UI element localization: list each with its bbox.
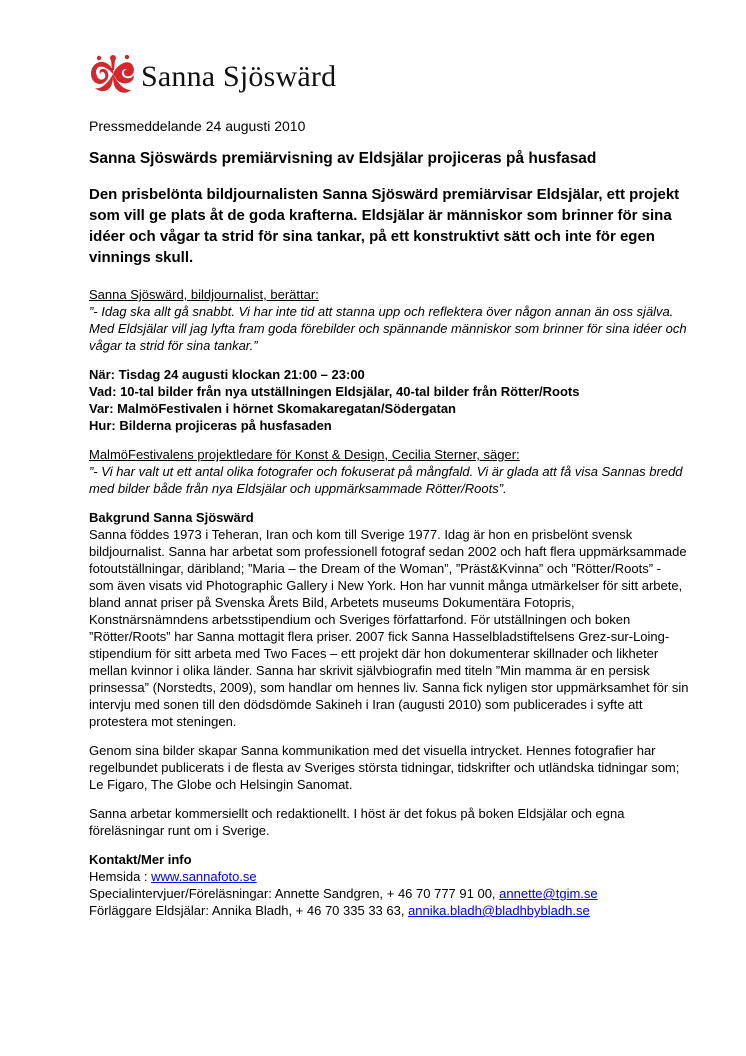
event-when: När: Tisdag 24 augusti klockan 21:00 – 23:00 [89, 367, 365, 382]
quote-block-1 [89, 286, 689, 354]
website-link[interactable]: www.sannafoto.se [151, 869, 257, 884]
event-where: Var: MalmöFestivalen i hörnet Skomakaregatan/Södergatan [89, 401, 457, 416]
press-release-page [89, 44, 689, 919]
quote-block-2 [89, 446, 689, 497]
event-how: Hur: Bilderna projiceras på husfasaden [89, 418, 332, 433]
flourish-logo-icon [89, 52, 137, 96]
event-what: Vad: 10-tal bilder från nya utställningen Eldsjälar, 40-tal bilder från Rötter/Roots [89, 384, 580, 399]
quote-1-text: ”- Idag ska allt gå snabbt. Vi har inte tid att stanna upp och reflektera över någon annan än oss själva. Med Eldsjälar vill jag lyfta fram goda förebilder och spännande människor som brinner för sina idéer och vågar ta strid för sina tankar.” [89, 304, 687, 353]
contact-section [89, 851, 689, 919]
contact-website-line [89, 868, 689, 885]
lead-paragraph: Den prisbelönta bildjournalisten Sanna Sjöswärd premiärvisar Eldsjälar, ett projekt som vill ge plats åt de goda krafterna. Eldsjälar är människor som brinner för sina idéer och vågar ta strid för sina tankar, på ett konstruktivt sätt och inte för egen vinnings skull. [89, 186, 680, 266]
logo [89, 44, 689, 104]
publisher-email-link[interactable]: annika.bladh@bladhbybladh.se [408, 903, 590, 918]
dateline: Pressmeddelande 24 augusti 2010 [89, 118, 306, 134]
interviews-email-link[interactable]: annette@tgim.se [499, 886, 598, 901]
background-paragraph-1: Sanna föddes 1973 i Teheran, Iran och kom till Sverige 1977. Idag är hon en prisbelönt svensk bildjournalist. Sanna har arbetat som professionell fotograf sedan 2002 och haft flera uppmärksammade fotoutställningar, däribland; ”Maria – the Dream of the Woman”, ”Präst&Kvinna” och ”Rötter/Roots” - som även visats vid Photographic Gallery i New York. Hon har vunnit många utmärkelser för sitt arbete, bland annat priser på Svenska Årets Bild, Arbetets museums Dokumentära Fotopris, Konstnärsnämndens arbetsstipendium och Sveriges författarfond. För utställningen och boken ”Rötter/Roots” har Sanna mottagit flera priser. 2007 fick Sanna Hasselbladstiftelsens Grez-sur-Loing-stipendium för sitt arbeta med Two Faces – ett projekt där hon dokumenterar skillnader och likheter mellan kvinnor i olika länder. Sanna har skrivit självbiografin med titeln ”Min mamma är en persisk prinsessa” (Norstedts, 2009), som handlar om hennes liv. Sanna fick nyligen stor uppmärksamhet för sin intervju med sonen till den dödsdömde Sakineh i Iran (augusti 2010) som publicerades i syfte att protestera mot steningen. [89, 527, 689, 729]
background-section [89, 509, 689, 839]
press-title: Sanna Sjöswärds premiärvisning av Eldsjälar projiceras på husfasad [89, 150, 597, 167]
quote-2-text: ”- Vi har valt ut ett antal olika fotografer och fokuserat på mångfald. Vi är glada att få visa Sannas bredd med bilder både från nya Eldsjälar och uppmärksammade Rötter/Roots”. [89, 464, 683, 496]
background-paragraph-2: Genom sina bilder skapar Sanna kommunikation med det visuella intrycket. Hennes fotografier har regelbundet publicerats i de flesta av Sveriges största tidningar, tidskrifter och utländska tidningar som; Le Figaro, The Globe och Helsingin Sanomat. [89, 743, 680, 792]
event-details [89, 366, 689, 434]
contact-heading: Kontakt/Mer info [89, 852, 192, 867]
contact-publisher-line [89, 902, 689, 919]
quote-2-heading: MalmöFestivalens projektledare för Konst & Design, Cecilia Sterner, säger: [89, 447, 520, 462]
interviews-label: Specialintervjuer/Föreläsningar: Annette Sandgren, + 46 70 777 91 00, [89, 886, 500, 901]
background-heading: Bakgrund Sanna Sjöswärd [89, 510, 254, 525]
publisher-label: Förläggare Eldsjälar: Annika Bladh, + 46 70 335 33 63, [89, 903, 409, 918]
background-paragraph-3: Sanna arbetar kommersiellt och redaktionellt. I höst är det fokus på boken Eldsjälar och egna föreläsningar runt om i Sverige. [89, 806, 625, 838]
quote-1-heading: Sanna Sjöswärd, bildjournalist, berättar: [89, 287, 319, 302]
website-label: Hemsida : [89, 869, 152, 884]
brand-name: Sanna Sjöswärd [141, 60, 337, 93]
contact-interviews-line [89, 885, 689, 902]
